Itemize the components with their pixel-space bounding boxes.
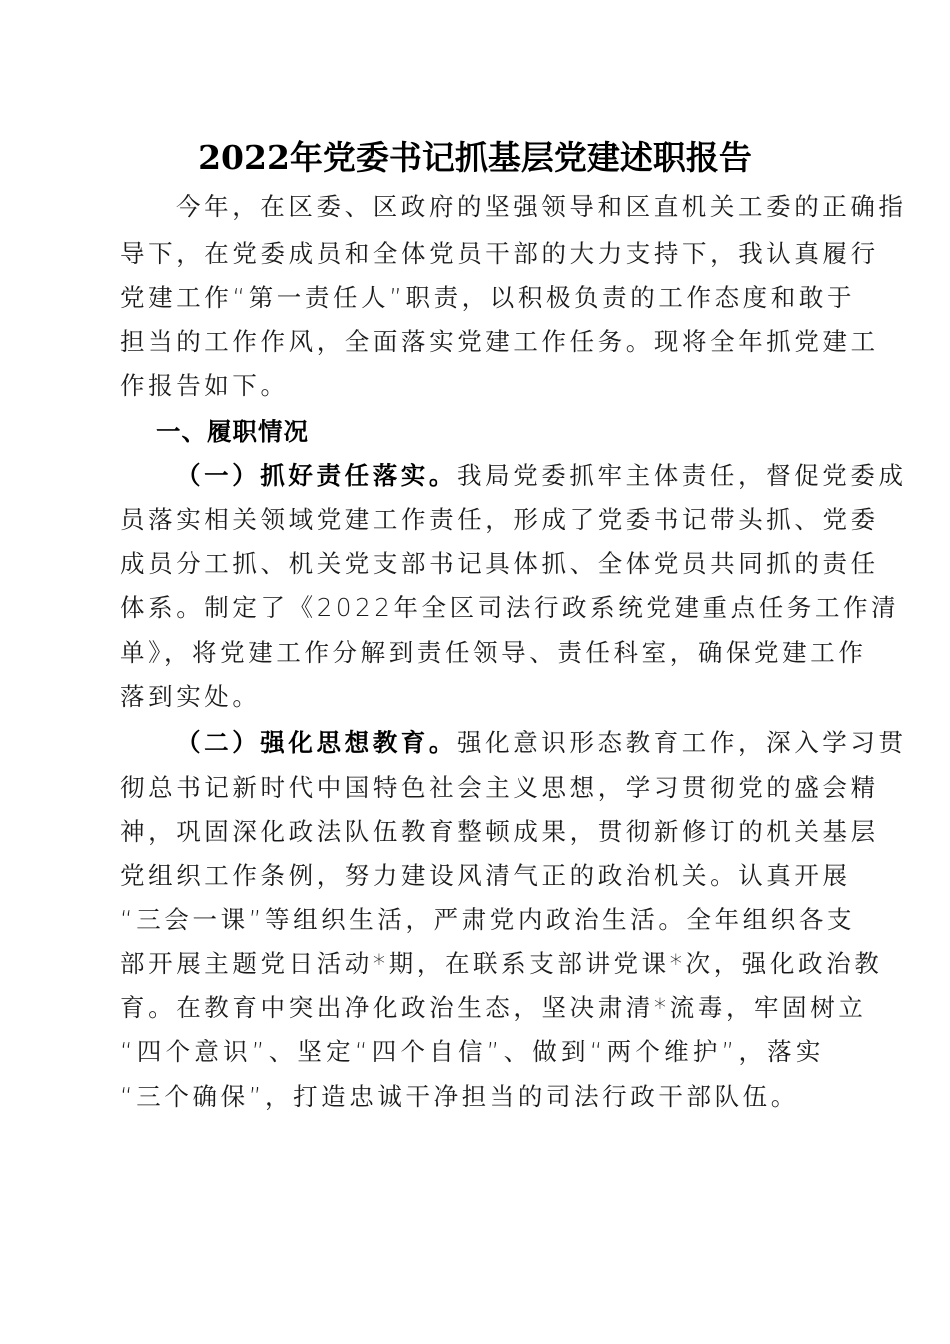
sub1-line-2: 员落实相关领域党建工作责任，形成了党委书记带头抓、党委 bbox=[120, 505, 879, 534]
sub2-label: （二）强化思想教育。 bbox=[176, 728, 457, 757]
section-heading: 一、履职情况 bbox=[156, 417, 309, 446]
intro-line-3: 党建工作“第一责任人”职责，以积极负责的工作态度和敢于 bbox=[120, 283, 856, 312]
sub2-line-4: 党组织工作条例，努力建设风清气正的政治机关。认真开展 bbox=[120, 861, 851, 890]
sub1-label: （一）抓好责任落实。 bbox=[176, 461, 457, 490]
sub1-line-6: 落到实处。 bbox=[120, 682, 261, 711]
sub1-line-3: 成员分工抓、机关党支部书记具体抓、全体党员共同抓的责任 bbox=[120, 549, 879, 578]
intro-line-5: 作报告如下。 bbox=[120, 371, 289, 400]
sub1-line-4: 体系。制定了《2022年全区司法行政系统党建重点任务工作清 bbox=[120, 593, 900, 622]
sub2-first-line-text: 强化意识形态教育工作，深入学习贯 bbox=[457, 728, 907, 757]
sub2-line-7: 育。在教育中突出净化政治生态，坚决肃清*流毒，牢固树立 bbox=[120, 993, 867, 1022]
sub2-line-2: 彻总书记新时代中国特色社会主义思想，学习贯彻党的盛会精 bbox=[120, 773, 879, 802]
sub1-line-5: 单》，将党建工作分解到责任领导、责任科室，确保党建工作 bbox=[120, 638, 867, 667]
sub1-first-line-text: 我局党委抓牢主体责任，督促党委成 bbox=[457, 461, 907, 490]
document-title: 2022年党委书记抓基层党建述职报告 bbox=[198, 138, 752, 177]
sub2-line-8: “四个意识”、坚定“四个自信”、做到“两个维护”，落实 bbox=[120, 1037, 824, 1066]
sub2-line-5: “三会一课”等组织生活，严肃党内政治生活。全年组织各支 bbox=[120, 905, 856, 934]
intro-line-2: 导下，在党委成员和全体党员干部的大力支持下，我认真履行 bbox=[120, 239, 879, 268]
sub2-line-9: “三个确保”，打造忠诚干净担当的司法行政干部队伍。 bbox=[120, 1082, 799, 1111]
sub2-line-3: 神，巩固深化政法队伍教育整顿成果，贯彻新修订的机关基层 bbox=[120, 817, 879, 846]
intro-line-1: 今年，在区委、区政府的坚强领导和区直机关工委的正确指 bbox=[176, 192, 907, 221]
intro-line-4: 担当的工作作风，全面落实党建工作任务。现将全年抓党建工 bbox=[120, 327, 879, 356]
sub2-first-line bbox=[120, 728, 907, 758]
sub2-line-6: 部开展主题党日活动*期，在联系支部讲党课*次，强化政治教 bbox=[120, 949, 883, 978]
sub1-first-line bbox=[120, 461, 907, 491]
